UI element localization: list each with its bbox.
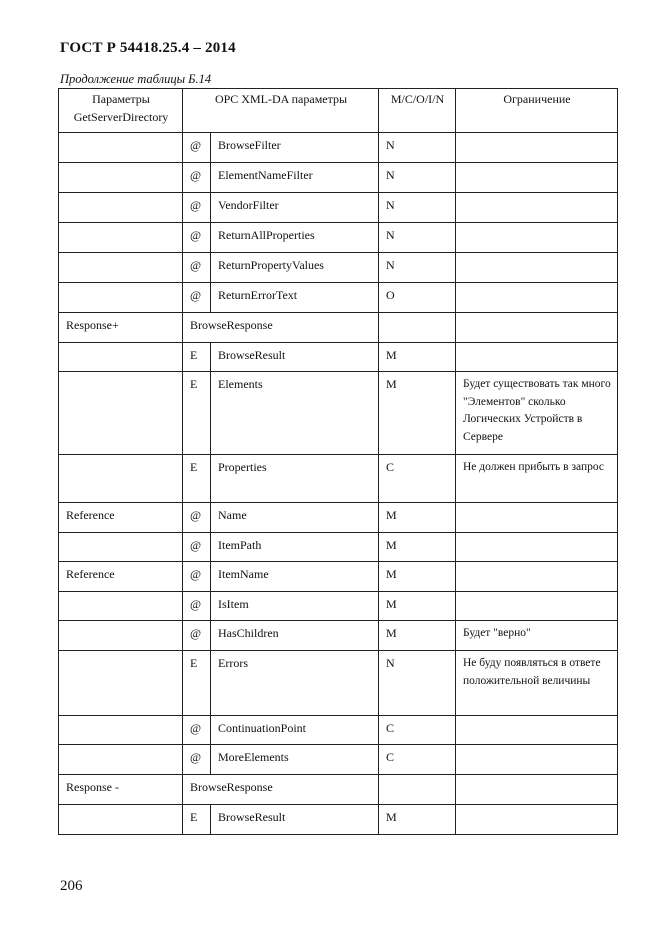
- table-row: [59, 651, 618, 716]
- mcoin-cell: N: [379, 651, 456, 716]
- param-cell: [59, 745, 183, 775]
- mcoin-cell: N: [379, 253, 456, 283]
- opc-name-cell: ReturnErrorText: [211, 283, 379, 313]
- table-row: [59, 455, 618, 503]
- column-header-limit: Ограничение: [456, 89, 618, 133]
- opc-name-cell: BrowseFilter: [211, 133, 379, 163]
- param-cell: [59, 283, 183, 313]
- mcoin-cell: M: [379, 503, 456, 533]
- opc-name-cell: Properties: [211, 455, 379, 503]
- mcoin-cell: M: [379, 343, 456, 372]
- limit-cell: Будет "верно": [456, 621, 618, 651]
- param-cell: [59, 223, 183, 253]
- table-row: [59, 343, 618, 372]
- limit-cell: [456, 283, 618, 313]
- flag-cell: E: [183, 455, 211, 503]
- param-cell: [59, 455, 183, 503]
- spec-table: [58, 88, 618, 835]
- limit-cell: [456, 343, 618, 372]
- limit-cell: [456, 805, 618, 835]
- mcoin-cell: N: [379, 133, 456, 163]
- table-row: [59, 133, 618, 163]
- opc-name-cell: Elements: [211, 372, 379, 455]
- flag-cell: @: [183, 503, 211, 533]
- limit-cell: [456, 716, 618, 745]
- param-cell: [59, 651, 183, 716]
- opc-name-cell: ContinuationPoint: [211, 716, 379, 745]
- param-cell: Reference: [59, 562, 183, 592]
- flag-cell: @: [183, 133, 211, 163]
- mcoin-cell: N: [379, 163, 456, 193]
- limit-cell: [456, 163, 618, 193]
- column-header-opc: OPC XML-DA параметры: [183, 89, 379, 133]
- limit-cell: [456, 133, 618, 163]
- opc-name-cell: IsItem: [211, 592, 379, 621]
- flag-cell: @: [183, 716, 211, 745]
- table-row: [59, 621, 618, 651]
- limit-cell: [456, 503, 618, 533]
- mcoin-cell: O: [379, 283, 456, 313]
- opc-name-cell: ReturnPropertyValues: [211, 253, 379, 283]
- opc-name-cell: ItemName: [211, 562, 379, 592]
- table-row: [59, 592, 618, 621]
- page-number: 206: [60, 878, 83, 894]
- limit-cell: [456, 562, 618, 592]
- limit-cell: [456, 223, 618, 253]
- param-cell: [59, 163, 183, 193]
- opc-name-cell: Errors: [211, 651, 379, 716]
- mcoin-cell: [379, 313, 456, 343]
- limit-cell: Будет существовать так много "Элементов" сколько Логических Устройств в Сервере: [456, 372, 618, 455]
- flag-cell: @: [183, 533, 211, 562]
- limit-cell: [456, 533, 618, 562]
- param-cell: [59, 343, 183, 372]
- param-cell: Response -: [59, 775, 183, 805]
- mcoin-cell: M: [379, 592, 456, 621]
- param-cell: [59, 253, 183, 283]
- opc-name-cell: BrowseResult: [211, 805, 379, 835]
- opc-name-cell: MoreElements: [211, 745, 379, 775]
- opc-name-cell: BrowseResponse: [183, 313, 379, 343]
- flag-cell: @: [183, 621, 211, 651]
- flag-cell: @: [183, 193, 211, 223]
- limit-cell: [456, 745, 618, 775]
- param-cell: [59, 805, 183, 835]
- flag-cell: @: [183, 283, 211, 313]
- table-row: [59, 253, 618, 283]
- opc-name-cell: Name: [211, 503, 379, 533]
- mcoin-cell: C: [379, 716, 456, 745]
- param-cell: Reference: [59, 503, 183, 533]
- opc-name-cell: ReturnAllProperties: [211, 223, 379, 253]
- param-cell: [59, 193, 183, 223]
- opc-name-cell: ElementNameFilter: [211, 163, 379, 193]
- mcoin-cell: M: [379, 533, 456, 562]
- flag-cell: E: [183, 343, 211, 372]
- column-header-mcoin: M/C/O/I/N: [379, 89, 456, 133]
- opc-name-cell: BrowseResponse: [183, 775, 379, 805]
- document-code: ГОСТ Р 54418.25.4 – 2014: [60, 40, 236, 56]
- table-row: [59, 223, 618, 253]
- limit-cell: [456, 313, 618, 343]
- mcoin-cell: N: [379, 223, 456, 253]
- limit-cell: Не должен прибыть в запрос: [456, 455, 618, 503]
- table-row: [59, 163, 618, 193]
- flag-cell: @: [183, 253, 211, 283]
- mcoin-cell: M: [379, 562, 456, 592]
- flag-cell: @: [183, 745, 211, 775]
- mcoin-cell: C: [379, 455, 456, 503]
- table-header-row: [59, 89, 618, 133]
- mcoin-cell: M: [379, 372, 456, 455]
- table-row: [59, 283, 618, 313]
- table-row: [59, 775, 618, 805]
- limit-cell: [456, 592, 618, 621]
- param-cell: Response+: [59, 313, 183, 343]
- mcoin-cell: [379, 775, 456, 805]
- mcoin-cell: C: [379, 745, 456, 775]
- limit-cell: [456, 775, 618, 805]
- flag-cell: E: [183, 372, 211, 455]
- table-caption: Продолжение таблицы Б.14: [60, 72, 212, 86]
- flag-cell: @: [183, 592, 211, 621]
- param-cell: [59, 533, 183, 562]
- flag-cell: @: [183, 562, 211, 592]
- limit-cell: [456, 193, 618, 223]
- mcoin-cell: N: [379, 193, 456, 223]
- opc-name-cell: VendorFilter: [211, 193, 379, 223]
- table-row: [59, 745, 618, 775]
- limit-cell: Не буду появляться в ответе положительной величины: [456, 651, 618, 716]
- flag-cell: @: [183, 163, 211, 193]
- table-row: [59, 533, 618, 562]
- param-cell: [59, 592, 183, 621]
- table-row: [59, 313, 618, 343]
- flag-cell: @: [183, 223, 211, 253]
- opc-name-cell: HasChildren: [211, 621, 379, 651]
- table-row: [59, 372, 618, 455]
- param-cell: [59, 716, 183, 745]
- column-header-params: Параметры GetServerDirectory: [59, 89, 183, 133]
- table-row: [59, 805, 618, 835]
- mcoin-cell: M: [379, 805, 456, 835]
- param-cell: [59, 133, 183, 163]
- opc-name-cell: BrowseResult: [211, 343, 379, 372]
- table-row: [59, 716, 618, 745]
- opc-name-cell: ItemPath: [211, 533, 379, 562]
- mcoin-cell: M: [379, 621, 456, 651]
- limit-cell: [456, 253, 618, 283]
- param-cell: [59, 372, 183, 455]
- table-row: [59, 562, 618, 592]
- table-row: [59, 193, 618, 223]
- flag-cell: E: [183, 805, 211, 835]
- flag-cell: E: [183, 651, 211, 716]
- param-cell: [59, 621, 183, 651]
- table-row: [59, 503, 618, 533]
